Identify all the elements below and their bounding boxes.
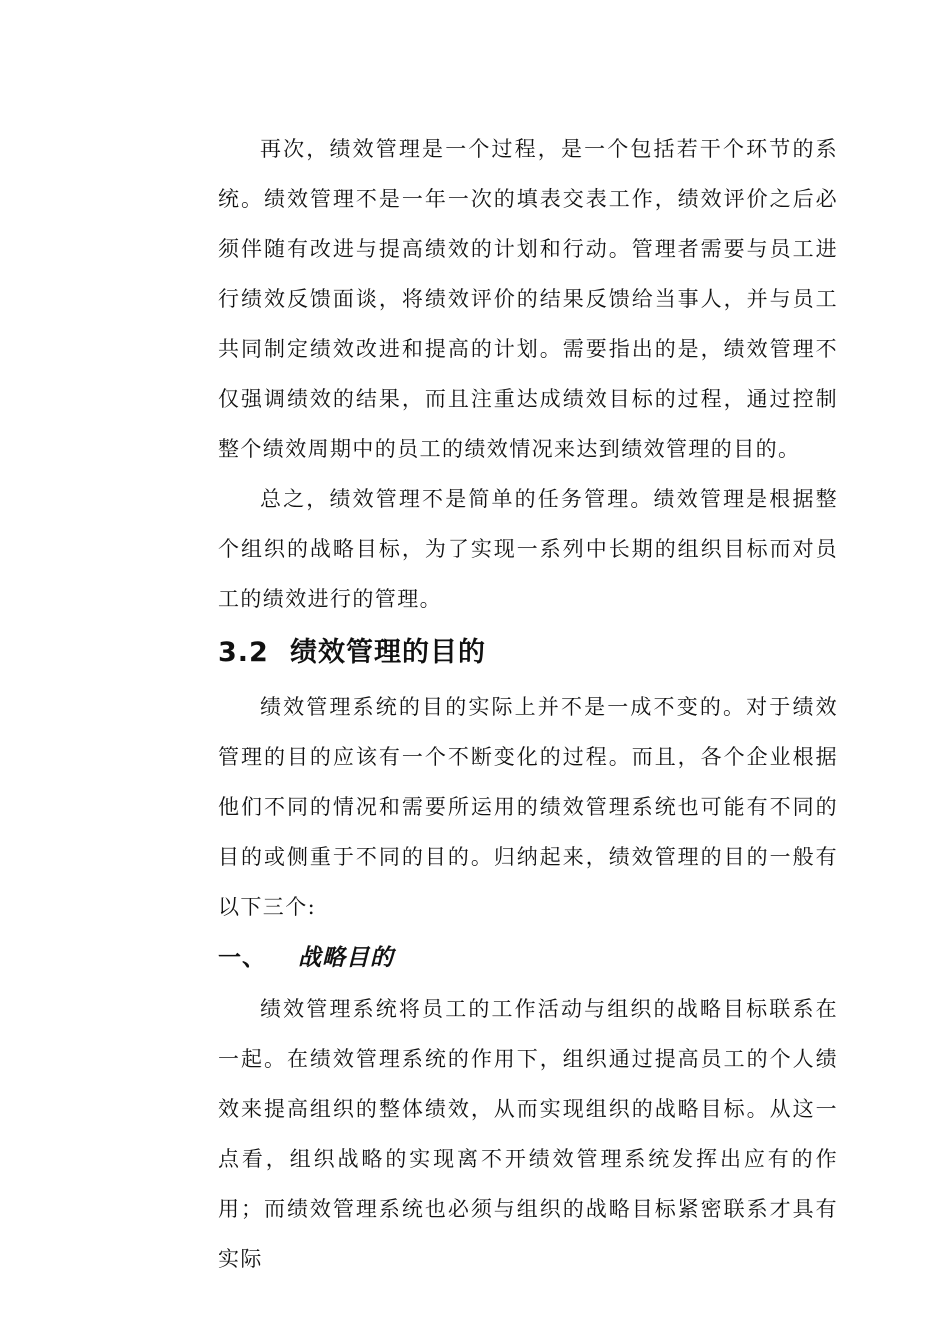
paragraph: 总之，绩效管理不是简单的任务管理。绩效管理是根据整个组织的战略目标，为了实现一系列中长期的组织目标而对员工的绩效进行的管理。 [218, 487, 838, 611]
subsection-number: 一、 [218, 945, 266, 971]
paragraph: 绩效管理系统的目的实际上并不是一成不变的。对于绩效管理的目的应该有一个不断变化的过程。而且，各个企业根据他们不同的情况和需要所运用的绩效管理系统也可能有不同的目的或侧重于不同的目的。归纳起来，绩效管理的目的一般有以下三个: [218, 695, 838, 919]
paragraph: 绩效管理系统将员工的工作活动与组织的战略目标联系在一起。在绩效管理系统的作用下，组织通过提高员工的个人绩效来提高组织的整体绩效，从而实现组织的战略目标。从这一点看，组织战略的实现离不开绩效管理系统发挥出应有的作用；而绩效管理系统也必须与组织的战略目标紧密联系才具有实际 [218, 997, 838, 1271]
section-number: 3.2 [218, 637, 269, 668]
subsection-title: 战略目的 [298, 945, 394, 971]
section-title: 绩效管理的目的 [290, 637, 486, 668]
document-page [218, 124, 838, 1284]
section-heading [218, 624, 838, 682]
subsection-heading [218, 932, 838, 984]
paragraph: 再次，绩效管理是一个过程，是一个包括若干个环节的系统。绩效管理不是一年一次的填表交表工作，绩效评价之后必须伴随有改进与提高绩效的计划和行动。管理者需要与员工进行绩效反馈面谈，将绩效评价的结果反馈给当事人，并与员工共同制定绩效改进和提高的计划。需要指出的是，绩效管理不仅强调绩效的结果，而且注重达成绩效目标的过程，通过控制整个绩效周期中的员工的绩效情况来达到绩效管理的目的。 [218, 137, 838, 461]
